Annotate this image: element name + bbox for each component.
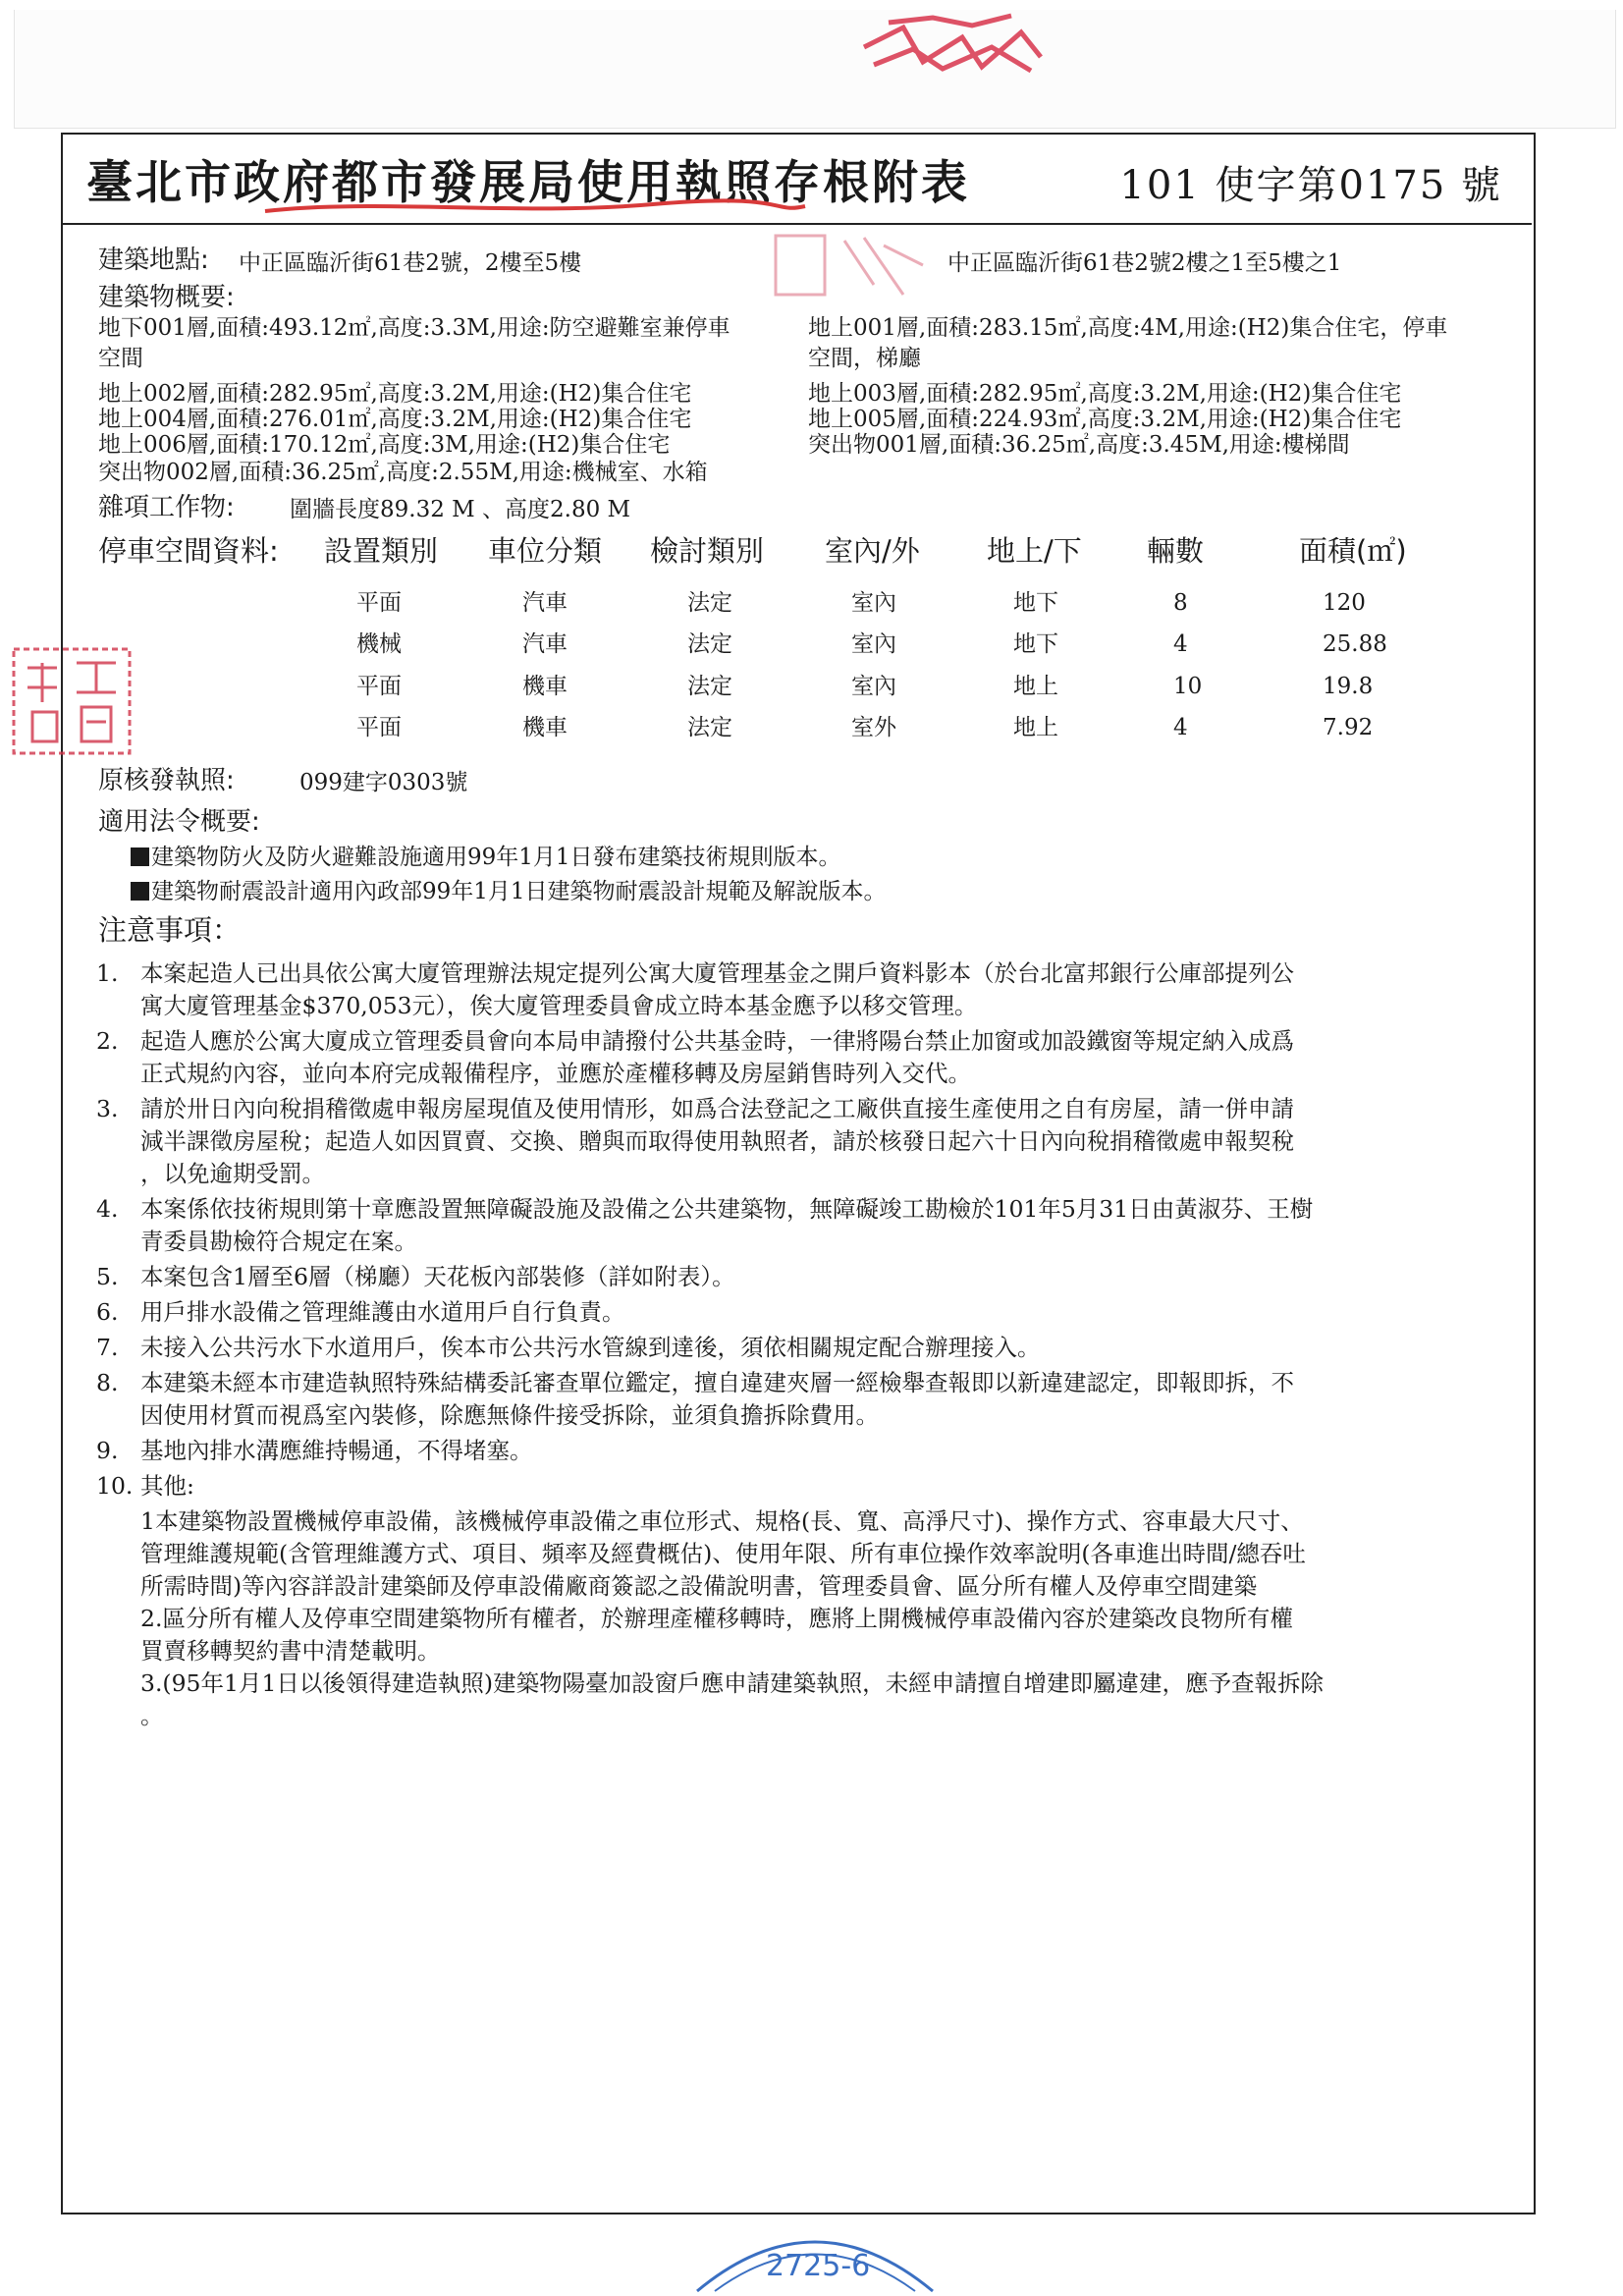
note-line: 本案係依技術規則第十章應設置無障礙設施及設備之公共建築物，無障礙竣工勘檢於101年5月31日由黃淑芬、王樹 bbox=[140, 1195, 1314, 1223]
parking-cell: 機車 bbox=[522, 674, 568, 699]
other-note-line: 1本建築物設置機械停車設備，該機械停車設備之車位形式、規格(長、寬、高淨尺寸)、操作方式、容車最大尺寸、 bbox=[140, 1507, 1304, 1535]
parking-cell: 平面 bbox=[356, 715, 402, 740]
notes-list bbox=[96, 957, 1520, 1732]
note-text bbox=[140, 1332, 1520, 1364]
overview-line: 地上001層,面積:283.15㎡,高度:4M,用途:(H2)集合住宅，停車 bbox=[808, 315, 1448, 341]
parking-cell: 法定 bbox=[687, 631, 732, 657]
parking-cell: 法定 bbox=[687, 590, 732, 616]
parking-cell: 室內 bbox=[851, 631, 896, 657]
overview-line: 地上002層,面積:282.95㎡,高度:3.2M,用途:(H2)集合住宅 bbox=[98, 381, 692, 407]
other-note-line: 管理維護規範(含管理維護方式、項目、頻率及經費概估)、使用年限、所有車位操作效率說明(各車進出時間/總吞吐 bbox=[140, 1540, 1306, 1567]
laws-label: 適用法令概要: bbox=[98, 807, 260, 837]
orig-license-value: 099建字0303號 bbox=[299, 770, 468, 795]
note-item bbox=[96, 1435, 1520, 1467]
note-item bbox=[96, 1332, 1520, 1364]
note-number: 2. bbox=[96, 1027, 119, 1055]
law-item bbox=[131, 845, 841, 871]
note-text bbox=[140, 1470, 1520, 1503]
note-text bbox=[140, 1261, 1520, 1293]
parking-cell: 120 bbox=[1323, 590, 1366, 616]
parking-cell: 室內 bbox=[851, 590, 896, 616]
note-line: 本案起造人已出具依公寓大廈管理辦法規定提列公寓大廈管理基金之開戶資料影本（於台北富邦銀行公庫部提列公 bbox=[140, 959, 1294, 987]
parking-header: 設置類別 bbox=[324, 534, 439, 568]
note-number: 10. bbox=[96, 1472, 134, 1500]
note-line: 青委員勘檢符合規定在案。 bbox=[140, 1228, 417, 1255]
note-line: 因使用材質而視爲室內裝修，除應無條件接受拆除，並須負擔拆除費用。 bbox=[140, 1401, 879, 1429]
note-line: 正式規約內容，並向本府完成報備程序，並應於產權移轉及房屋銷售時列入交代。 bbox=[140, 1060, 971, 1087]
parking-cell: 法定 bbox=[687, 715, 732, 740]
document-title: 臺北市政府都市發展局使用執照存根附表 bbox=[86, 156, 970, 210]
note-number: 9. bbox=[96, 1437, 119, 1464]
site-value: 中正區臨沂街61巷2號，2樓至5樓 bbox=[239, 250, 582, 276]
parking-cell: 4 bbox=[1173, 631, 1188, 657]
parking-header: 車位分類 bbox=[488, 534, 603, 568]
parking-cell: 平面 bbox=[356, 674, 402, 699]
overview-label: 建築物概要: bbox=[98, 283, 235, 312]
parking-header: 檢討類別 bbox=[650, 534, 765, 568]
note-text bbox=[140, 1093, 1520, 1190]
parking-header: 面積(㎡) bbox=[1299, 534, 1407, 568]
note-line: ，以免逾期受罰。 bbox=[140, 1160, 325, 1187]
note-text bbox=[140, 1193, 1520, 1258]
parking-cell: 地下 bbox=[1013, 631, 1058, 657]
parking-cell: 平面 bbox=[356, 590, 402, 616]
overview-line: 空間，梯廳 bbox=[808, 346, 921, 371]
note-line: 其他: bbox=[140, 1472, 194, 1500]
note-item bbox=[96, 1367, 1520, 1432]
other-note-line: 2.區分所有權人及停車空間建築物所有權者，於辦理產權移轉時，應將上開機械停車設備內容於建築改良物所有權 bbox=[140, 1605, 1293, 1632]
scan-top-strip bbox=[14, 10, 1616, 129]
parking-cell: 25.88 bbox=[1323, 631, 1387, 657]
note-text bbox=[140, 957, 1520, 1022]
notes-label: 注意事項： bbox=[98, 913, 242, 947]
parking-cell: 4 bbox=[1173, 715, 1188, 740]
overview-line: 地上004層,面積:276.01㎡,高度:3.2M,用途:(H2)集合住宅 bbox=[98, 407, 692, 432]
parking-cell: 地下 bbox=[1013, 590, 1058, 616]
note-item bbox=[96, 1261, 1520, 1293]
overview-line: 地上003層,面積:282.95㎡,高度:3.2M,用途:(H2)集合住宅 bbox=[808, 381, 1402, 407]
note-line: 本建築未經本市建造執照特殊結構委託審查單位鑑定，擅自違建夾層一經檢舉查報即以新違建認定，即報即拆，不 bbox=[140, 1369, 1294, 1396]
stamp-number: 2725-6 bbox=[766, 2249, 871, 2283]
parking-header: 輛數 bbox=[1147, 534, 1205, 568]
permit-number: 101 使字第0175 號 bbox=[1119, 163, 1502, 208]
note-line: 寓大廈管理基金$370,053元），俟大廈管理委員會成立時本基金應予以移交管理。 bbox=[140, 992, 978, 1019]
parking-cell: 地上 bbox=[1013, 715, 1058, 740]
note-item bbox=[96, 1025, 1520, 1090]
other-note-line: 3.(95年1月1日以後領得建造執照)建築物陽臺加設窗戶應申請建築執照，未經申請擅自增建即屬違建，應予查報拆除 bbox=[140, 1669, 1325, 1697]
faint-red-stamp-mid bbox=[766, 226, 943, 314]
parking-cell: 法定 bbox=[687, 674, 732, 699]
note-item bbox=[96, 957, 1520, 1022]
parking-cell: 汽車 bbox=[522, 590, 568, 616]
overview-line: 地下001層,面積:493.12㎡,高度:3.3M,用途:防空避難室兼停車 bbox=[98, 315, 730, 341]
parking-header: 地上/下 bbox=[987, 534, 1082, 568]
overview-line: 地上005層,面積:224.93㎡,高度:3.2M,用途:(H2)集合住宅 bbox=[808, 407, 1402, 432]
blue-stamp-bottom bbox=[687, 2213, 943, 2296]
misc-work-value: 圍牆長度89.32 M 、高度2.80 M bbox=[290, 497, 631, 522]
note-line: 未接入公共污水下水道用戶，俟本市公共污水管線到達後，須依相關規定配合辦理接入。 bbox=[140, 1334, 1041, 1361]
note-number: 1. bbox=[96, 959, 119, 987]
site-label: 建築地點: bbox=[98, 246, 209, 275]
note-line: 起造人應於公寓大廈成立管理委員會向本局申請撥付公共基金時，一律將陽台禁止加窗或加設鐵窗等規定納入成爲 bbox=[140, 1027, 1294, 1055]
parking-cell: 8 bbox=[1173, 590, 1188, 616]
overview-line: 空間 bbox=[98, 346, 143, 371]
other-note-line: 所需時間)等內容詳設計建築師及停車設備廠商簽認之設備說明書，管理委員會、區分所有權人及停車空間建築 bbox=[140, 1572, 1258, 1600]
note-number: 3. bbox=[96, 1095, 119, 1122]
law-text: 建築物耐震設計適用內政部99年1月1日建築物耐震設計規範及解說版本。 bbox=[151, 879, 887, 904]
note-item bbox=[96, 1296, 1520, 1329]
note-number: 7. bbox=[96, 1334, 119, 1361]
overview-line: 突出物002層,面積:36.25㎡,高度:2.55M,用途:機械室、水箱 bbox=[98, 460, 708, 485]
note-text bbox=[140, 1367, 1520, 1432]
parking-cell: 7.92 bbox=[1323, 715, 1374, 740]
note-line: 用戶排水設備之管理維護由水道用戶自行負責。 bbox=[140, 1298, 625, 1326]
law-text: 建築物防火及防火避難設施適用99年1月1日發布建築技術規則版本。 bbox=[151, 845, 841, 870]
note-line: 請於卅日內向稅捐稽徵處申報房屋現值及使用情形，如爲合法登記之工廠供直接生產使用之自有房屋，請一併申請 bbox=[140, 1095, 1294, 1122]
other-note-line: 買賣移轉契約書中清楚載明。 bbox=[140, 1637, 441, 1665]
note-number: 4. bbox=[96, 1195, 119, 1223]
overview-line: 地上006層,面積:170.12㎡,高度:3M,用途:(H2)集合住宅 bbox=[98, 432, 671, 458]
note-text bbox=[140, 1296, 1520, 1329]
note-item bbox=[96, 1470, 1520, 1503]
note-line: 減半課徵房屋稅；起造人如因買賣、交換、贈與而取得使用執照者，請於核發日起六十日內向稅捐稽徵處申報契稅 bbox=[140, 1127, 1294, 1155]
note-line: 本案包含1層至6層（梯廳）天花板內部裝修（詳如附表）。 bbox=[140, 1263, 735, 1290]
other-notes bbox=[96, 1505, 1520, 1732]
law-item bbox=[131, 879, 887, 905]
parking-cell: 機械 bbox=[356, 631, 402, 657]
note-text bbox=[140, 1025, 1520, 1090]
red-seal-stamp-left bbox=[8, 643, 135, 759]
parking-cell: 19.8 bbox=[1323, 674, 1374, 699]
parking-header: 室內/外 bbox=[825, 534, 920, 568]
overview-line: 突出物001層,面積:36.25㎡,高度:3.45M,用途:樓梯間 bbox=[808, 432, 1350, 458]
parking-cell: 汽車 bbox=[522, 631, 568, 657]
note-item bbox=[96, 1093, 1520, 1190]
parking-cell: 地上 bbox=[1013, 674, 1058, 699]
note-text bbox=[140, 1435, 1520, 1467]
orig-license-label: 原核發執照: bbox=[98, 766, 235, 795]
parking-label: 停車空間資料: bbox=[98, 534, 279, 568]
note-number: 6. bbox=[96, 1298, 119, 1326]
site-value-right: 中正區臨沂街61巷2號2樓之1至5樓之1 bbox=[947, 250, 1342, 276]
note-item bbox=[96, 1193, 1520, 1258]
red-seal-stamp-top bbox=[844, 8, 1070, 79]
parking-cell: 機車 bbox=[522, 715, 568, 740]
note-line: 基地內排水溝應維持暢通，不得堵塞。 bbox=[140, 1437, 533, 1464]
parking-cell: 室內 bbox=[851, 674, 896, 699]
parking-cell: 室外 bbox=[851, 715, 896, 740]
parking-cell: 10 bbox=[1173, 674, 1203, 699]
misc-work-label: 雜項工作物: bbox=[98, 493, 235, 522]
note-number: 5. bbox=[96, 1263, 119, 1290]
bullet-square-icon bbox=[131, 882, 149, 901]
bullet-square-icon bbox=[131, 847, 149, 866]
note-number: 8. bbox=[96, 1369, 119, 1396]
red-underline-mark bbox=[260, 187, 810, 226]
other-note-line: 。 bbox=[140, 1702, 164, 1729]
